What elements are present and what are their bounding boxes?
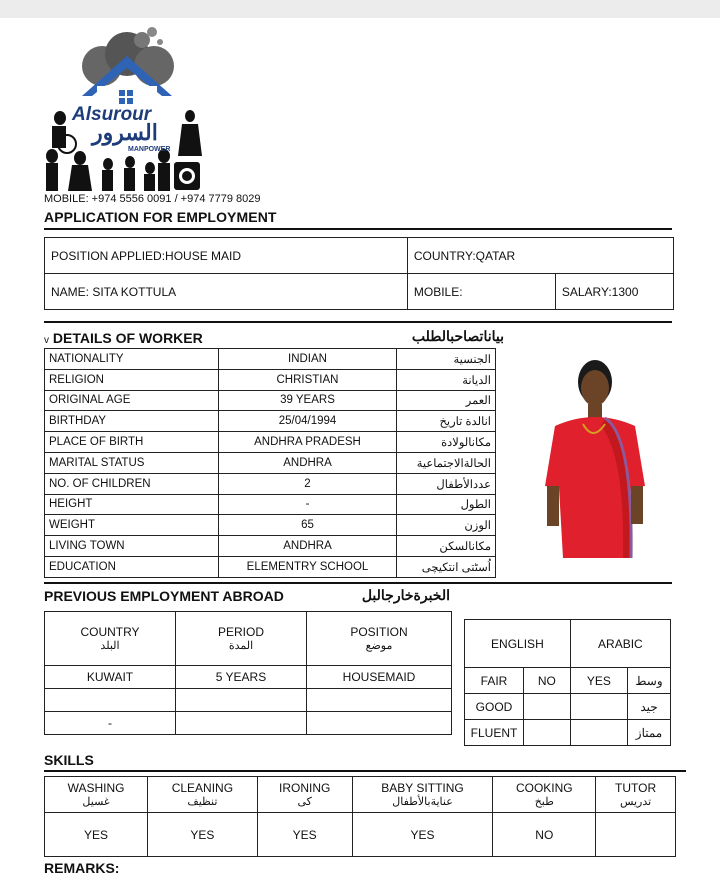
- detail-label-ar: العمر: [397, 390, 496, 411]
- detail-value: 2: [219, 473, 397, 494]
- prev-cell: -: [45, 712, 176, 735]
- page-title: APPLICATION FOR EMPLOYMENT: [44, 209, 277, 225]
- prev-header-position: [307, 612, 452, 666]
- detail-value: -: [219, 494, 397, 515]
- detail-label-ar: الحالةالاجتماعية: [397, 452, 496, 473]
- detail-label-ar: اُسٹتی انتکیچی: [397, 556, 496, 577]
- skill-value: YES: [148, 813, 258, 857]
- lang-level-ar: جيد: [628, 694, 671, 720]
- detail-value: 65: [219, 515, 397, 536]
- detail-label-ar: مكانالولادة: [397, 432, 496, 453]
- lang-level-ar: وسط: [628, 668, 671, 694]
- prev-header-position-en: POSITION: [350, 625, 408, 639]
- detail-label: NATIONALITY: [45, 349, 219, 370]
- brand-name-ar: السرور: [92, 120, 158, 145]
- prev-header-position-ar: موضع: [365, 640, 393, 652]
- skill-value: YES: [257, 813, 352, 857]
- detail-row: [45, 494, 496, 515]
- skill-header: [596, 777, 676, 813]
- prev-cell: KUWAIT: [45, 666, 176, 689]
- detail-label: LIVING TOWN: [45, 536, 219, 557]
- detail-label-ar: عددالأطفال: [397, 473, 496, 494]
- skills-title: SKILLS: [44, 752, 94, 768]
- detail-label: EDUCATION: [45, 556, 219, 577]
- detail-label-ar: الوزن: [397, 515, 496, 536]
- details-title: [44, 330, 203, 346]
- lang-value-ar: YES: [570, 668, 627, 694]
- lang-level-en: FLUENT: [465, 720, 524, 746]
- divider: [44, 321, 672, 323]
- detail-row: [45, 369, 496, 390]
- prev-cell: [307, 712, 452, 735]
- worker-photo: [535, 346, 653, 558]
- skill-header: [352, 777, 493, 813]
- worker-details-table: [44, 348, 496, 578]
- skill-name-en: WASHING: [67, 781, 125, 795]
- applicant-info-table: [44, 237, 674, 310]
- divider: [44, 228, 672, 230]
- skill-name-ar: غسيل: [82, 796, 110, 808]
- detail-value: ANDHRA: [219, 452, 397, 473]
- mobile-field: MOBILE:: [407, 274, 555, 310]
- previous-employment-title-ar: الخبرةخارجالبل: [361, 587, 450, 603]
- skill-value: NO: [493, 813, 596, 857]
- brand-name-en: Alsurour: [72, 104, 152, 125]
- lang-header-english: ENGLISH: [465, 620, 571, 668]
- skill-name-ar: عنايةبالأطفال: [392, 796, 453, 808]
- prev-cell: [176, 712, 307, 735]
- detail-label: ORIGINAL AGE: [45, 390, 219, 411]
- detail-label-ar: الطول: [397, 494, 496, 515]
- lang-level-en: GOOD: [465, 694, 524, 720]
- top-bar: [0, 0, 720, 18]
- previous-employment-table: [44, 611, 452, 735]
- divider: [44, 582, 672, 584]
- brand-subtitle: MANPOWER: [128, 146, 171, 153]
- applicant-name: NAME: SITA KOTTULA: [45, 274, 408, 310]
- detail-row: [45, 349, 496, 370]
- detail-row: [45, 432, 496, 453]
- prev-header-period-ar: المدة: [228, 640, 254, 652]
- previous-employment-title: PREVIOUS EMPLOYMENT ABROAD: [44, 588, 284, 604]
- skill-header: [148, 777, 258, 813]
- detail-row: [45, 473, 496, 494]
- detail-row: [45, 452, 496, 473]
- prev-header-period-en: PERIOD: [217, 625, 264, 639]
- skill-value: [596, 813, 676, 857]
- detail-label: PLACE OF BIRTH: [45, 432, 219, 453]
- detail-row: [45, 411, 496, 432]
- skill-name-ar: تدريس: [619, 796, 652, 808]
- lang-value-en: [524, 694, 571, 720]
- detail-label-ar: انالدة تاريخ: [397, 411, 496, 432]
- skill-name-ar: کی: [297, 796, 312, 808]
- details-title-marker: v: [44, 335, 49, 346]
- lang-value-en: NO: [524, 668, 571, 694]
- prev-header-country-ar: البلد: [100, 640, 120, 652]
- skill-value: YES: [352, 813, 493, 857]
- details-title-ar: بياناتصاحبالطلب: [411, 328, 504, 344]
- lang-level-en: FAIR: [465, 668, 524, 694]
- skill-header: [257, 777, 352, 813]
- detail-label-ar: مكانالسكن: [397, 536, 496, 557]
- contact-mobile: MOBILE: +974 5556 0091 / +974 7779 8029: [44, 193, 261, 205]
- skills-table: [44, 776, 676, 857]
- country: COUNTRY:QATAR: [407, 238, 673, 274]
- lang-value-en: [524, 720, 571, 746]
- detail-row: [45, 515, 496, 536]
- detail-label: RELIGION: [45, 369, 219, 390]
- detail-label: HEIGHT: [45, 494, 219, 515]
- skill-name-en: COOKING: [515, 781, 573, 795]
- skill-name-en: CLEANING: [171, 781, 234, 795]
- skill-name-en: TUTOR: [615, 781, 657, 795]
- detail-label: MARITAL STATUS: [45, 452, 219, 473]
- detail-label-ar: الجنسية: [397, 349, 496, 370]
- detail-value: ELEMENTRY SCHOOL: [219, 556, 397, 577]
- detail-row: [45, 390, 496, 411]
- detail-value: CHRISTIAN: [219, 369, 397, 390]
- skill-header: [493, 777, 596, 813]
- skill-name-ar: طبخ: [534, 796, 554, 808]
- salary: SALARY:1300: [555, 274, 673, 310]
- lang-value-ar: [570, 694, 627, 720]
- prev-cell: [307, 689, 452, 712]
- detail-label: WEIGHT: [45, 515, 219, 536]
- prev-cell: [45, 689, 176, 712]
- lang-level-ar: ممتاز: [628, 720, 671, 746]
- skill-name-en: IRONING: [278, 781, 331, 795]
- position-applied: POSITION APPLIED:HOUSE MAID: [45, 238, 408, 274]
- detail-row: [45, 536, 496, 557]
- remarks-label: REMARKS:: [44, 860, 120, 876]
- lang-header-arabic: ARABIC: [570, 620, 670, 668]
- language-table: [464, 619, 671, 746]
- prev-cell: HOUSEMAID: [307, 666, 452, 689]
- skill-value: YES: [45, 813, 148, 857]
- prev-header-country-en: COUNTRY: [80, 625, 140, 639]
- detail-value: ANDHRA PRADESH: [219, 432, 397, 453]
- detail-value: ANDHRA: [219, 536, 397, 557]
- divider: [44, 770, 686, 772]
- lang-value-ar: [570, 720, 627, 746]
- skill-name-ar: تنظيف: [187, 796, 218, 808]
- detail-value: 25/04/1994: [219, 411, 397, 432]
- prev-header-period: [176, 612, 307, 666]
- detail-row: [45, 556, 496, 577]
- detail-label: BIRTHDAY: [45, 411, 219, 432]
- detail-value: 39 YEARS: [219, 390, 397, 411]
- skill-name-en: BABY SITTING: [381, 781, 464, 795]
- prev-cell: [176, 689, 307, 712]
- skill-header: [45, 777, 148, 813]
- detail-label-ar: الديانة: [397, 369, 496, 390]
- detail-value: INDIAN: [219, 349, 397, 370]
- prev-cell: 5 YEARS: [176, 666, 307, 689]
- details-title-text: DETAILS OF WORKER: [52, 330, 203, 346]
- prev-header-country: [45, 612, 176, 666]
- detail-label: NO. OF CHILDREN: [45, 473, 219, 494]
